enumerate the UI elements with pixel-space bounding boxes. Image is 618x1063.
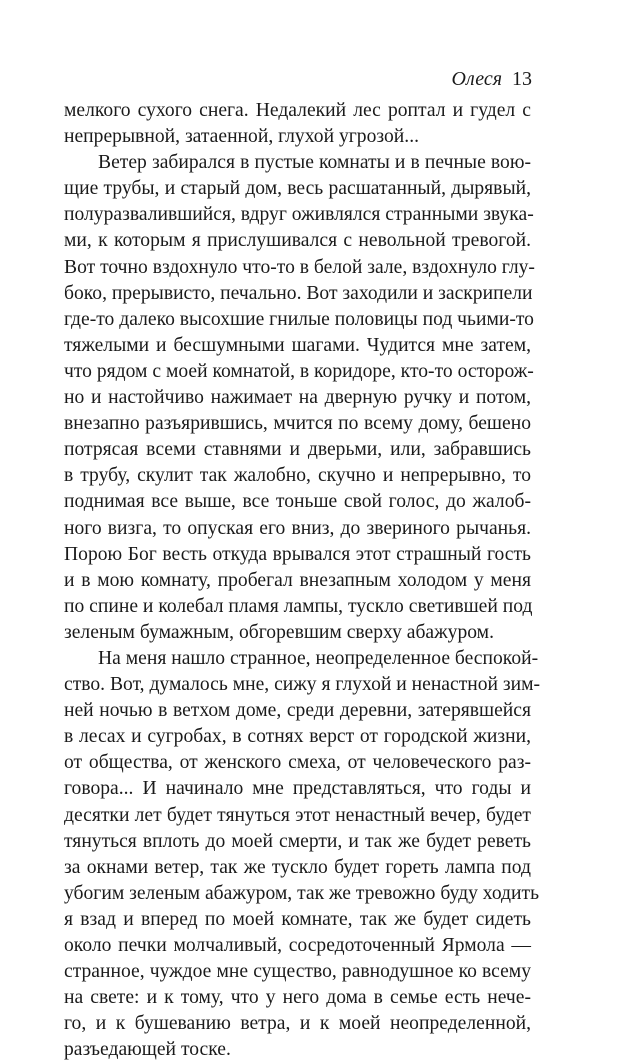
text-line: в лесах и сугробах, в сотнях верст от городской жизни, — [64, 726, 531, 748]
text-line: в трубу, скулит так жалобно, скучно и непрерывно, то — [64, 465, 531, 487]
text-line: где-то далеко высохшие гнилые половицы под чьими-то — [64, 308, 534, 330]
text-line: тянуться вплоть до моей смерти, и так же будет реветь — [64, 830, 531, 852]
text-line: Порою Бог весть откуда врывался этот страшный гость — [64, 543, 531, 565]
text-line: зеленым бумажным, обгоревшим сверху абажуром. — [64, 621, 494, 643]
text-line: за окнами ветер, так же тускло будет гореть лампа под — [64, 856, 531, 878]
text-line: ного визга, то опуская его вниз, до звериного рычанья. — [64, 517, 531, 539]
text-line: убогим зеленым абажуром, так же тревожно буду ходить — [64, 882, 540, 904]
text-line: говора... И начинало мне представляться, что годы и — [64, 778, 531, 800]
text-line: что рядом с моей комнатой, в коридоре, кто-то осторож- — [64, 360, 534, 382]
text-line: внезапно разъярившись, мчится по всему дому, бешено — [64, 413, 531, 435]
body-text — [64, 98, 541, 1063]
text-line: Вот точно вздохнуло что-то в белой зале, вздохнуло глу- — [64, 256, 535, 278]
running-head — [452, 66, 532, 92]
text-line: го, и к бушеванию ветра, и к моей неопределенной, — [64, 1013, 531, 1035]
text-line: На меня нашло странное, неопределенное беспокой- — [98, 647, 539, 669]
text-line: щие трубы, и старый дом, весь расшатанный, дырявый, — [64, 178, 531, 200]
paragraph — [64, 150, 535, 646]
text-line: боко, прерывисто, печально. Вот заходили и заскрипели — [64, 282, 533, 304]
text-line: разъедающей тоске. — [64, 1039, 231, 1061]
text-line: мелкого сухого снега. Недалекий лес роптал и гудел с — [64, 100, 531, 121]
text-line: странное, чуждое мне существо, равнодушное ко всему — [64, 961, 531, 983]
text-line: ней ночью в ветхом доме, среди деревни, затерявшейся — [64, 700, 531, 722]
text-line: полуразвалившийся, вдруг оживлялся странными звука- — [64, 204, 534, 226]
text-line: от общества, от женского смеха, от человеческого раз- — [64, 752, 531, 774]
text-line: непрерывной, затаенной, глухой угрозой... — [64, 126, 419, 148]
paragraph — [64, 98, 531, 150]
text-line: на свете: и к тому, что у него дома в семье есть нече- — [64, 987, 531, 1009]
text-line: и в мою комнату, пробегал внезапным холодом у меня — [64, 569, 531, 591]
text-line: около печки молчаливый, сосредоточенный Ярмола — — [64, 935, 531, 956]
text-line: я взад и вперед по моей комнате, так же будет сидеть — [64, 908, 531, 930]
text-line: десятки лет будет тянуться этот ненастный вечер, будет — [64, 804, 531, 826]
text-line: поднимая все выше, все тоньше свой голос, до жалоб- — [64, 491, 531, 513]
running-head-title: Олеся — [451, 68, 502, 90]
text-line: ми, к которым я прислушивался с невольной тревогой. — [64, 230, 531, 252]
text-line: потрясая всеми ставнями и дверьми, или, забравшись — [64, 439, 531, 461]
text-line: по спине и колебал пламя лампы, тускло светившей под — [64, 595, 533, 617]
paragraph — [64, 646, 541, 1063]
text-line: Ветер забирался в пустые комнаты и в печные вою- — [98, 152, 531, 174]
text-line: но и настойчиво нажимает на дверную ручку и потом, — [64, 387, 531, 409]
text-line: ство. Вот, думалось мне, сижу я глухой и ненастной зим- — [64, 674, 541, 696]
text-line: тяжелыми и бесшумными шагами. Чудится мне затем, — [64, 334, 531, 356]
page-number: 13 — [512, 68, 532, 90]
